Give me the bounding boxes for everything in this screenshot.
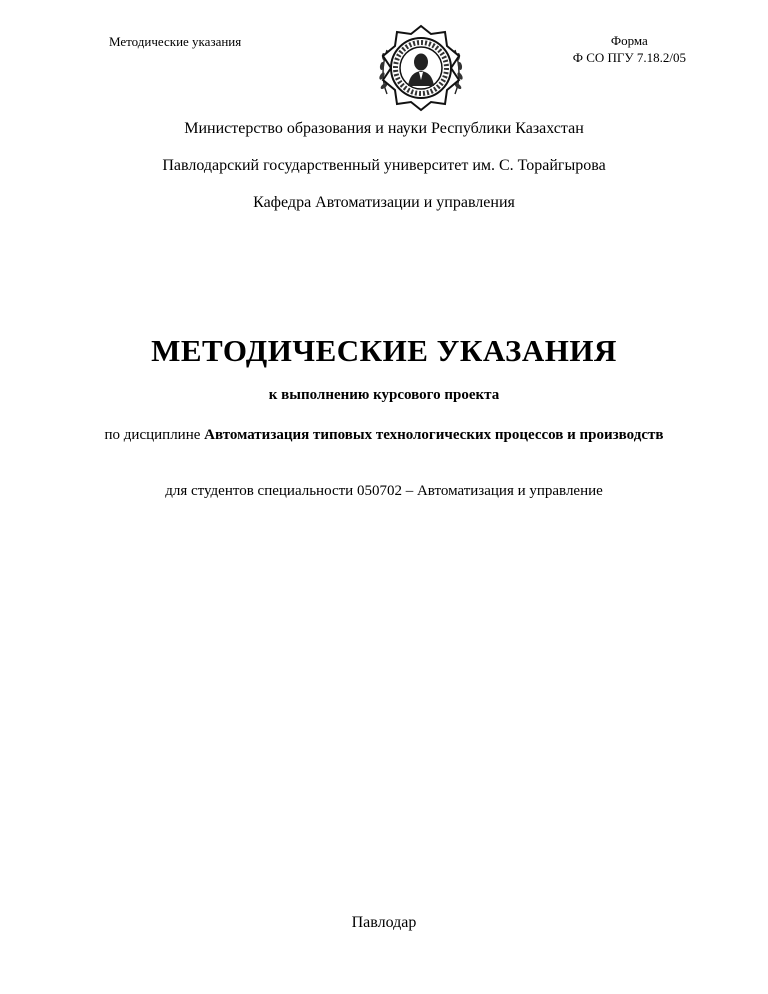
city-name: Павлодар bbox=[351, 914, 417, 931]
document-title: МЕТОДИЧЕСКИЕ УКАЗАНИЯ bbox=[151, 333, 617, 368]
discipline-name: Автоматизация типовых технологических процессов и производств bbox=[204, 427, 664, 443]
document-subtitle: к выполнению курсового проекта bbox=[268, 387, 500, 403]
university-name: Павлодарский государственный университет им. С. Торайгырова bbox=[162, 157, 606, 174]
form-block bbox=[573, 32, 686, 66]
ministry-name: Министерство образования и науки Республики Казахстан bbox=[184, 120, 584, 137]
form-code: Ф СО ПГУ 7.18.2/05 bbox=[572, 50, 686, 65]
audience-line: для студентов специальности 050702 – Автоматизация и управление bbox=[165, 483, 603, 499]
header-left-label: Методические указания bbox=[109, 34, 242, 49]
department-name: Кафедра Автоматизации и управления bbox=[253, 194, 515, 211]
discipline-prefix: по дисциплине bbox=[104, 427, 205, 443]
university-emblem-icon bbox=[375, 24, 467, 112]
form-label: Форма bbox=[610, 33, 648, 48]
discipline-line bbox=[0, 425, 768, 445]
